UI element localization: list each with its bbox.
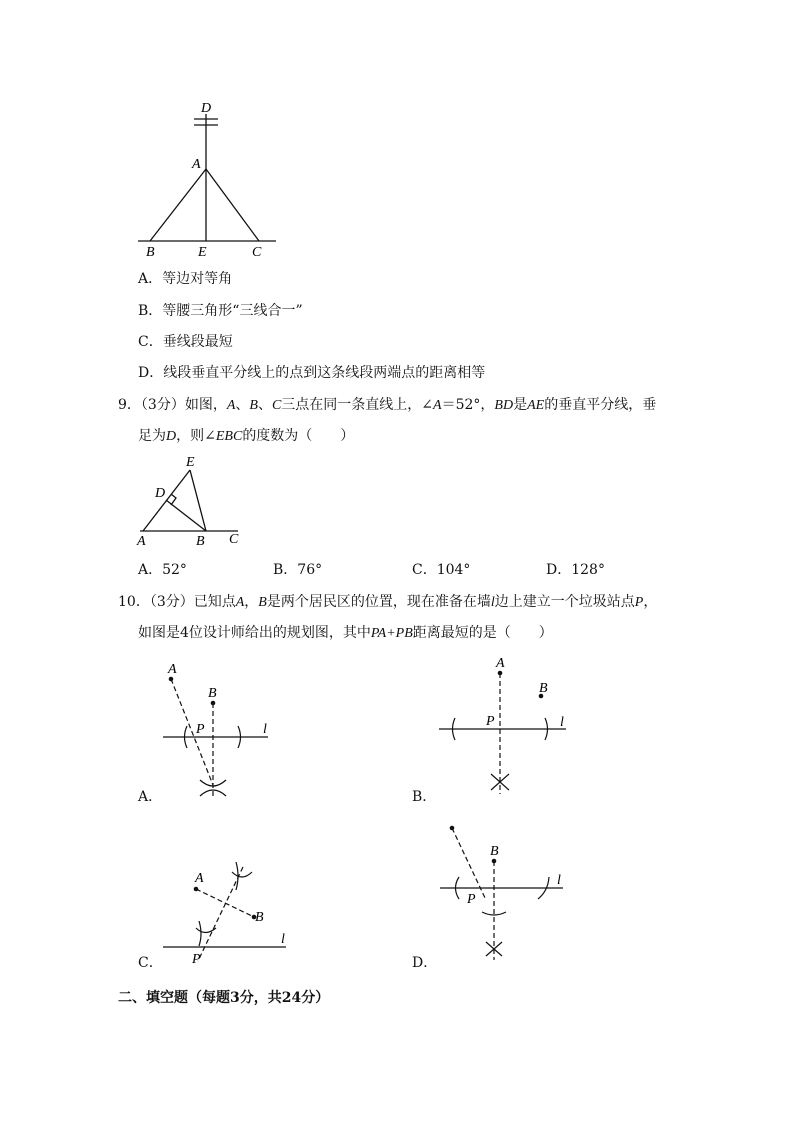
section2-title: 二、填空题（每题3分，共24分） xyxy=(118,990,330,1006)
q10-stem-line2: 如图是4位设计师给出的规划图，其中PA+PB距离最短的是（ ） xyxy=(138,625,553,641)
q10c-label-a: A xyxy=(195,871,204,886)
q10c-label-p: P xyxy=(192,952,201,967)
q8-label-e: E xyxy=(198,245,207,260)
q10-figure-b-label: B． xyxy=(412,789,437,805)
q8-option-b: B．等腰三角形“三线合一” xyxy=(138,303,303,319)
q9-label-c: C xyxy=(229,532,239,547)
q10d-label-p: P xyxy=(467,892,476,907)
q10b-label-a: A xyxy=(496,656,505,671)
q10b-label-p: P xyxy=(486,714,495,729)
q10-figure-c-label: C． xyxy=(138,955,163,971)
q9-stem-line2: 足为D，则∠EBC的度数为（ ） xyxy=(138,428,355,444)
q9-stem-line1: 9．（3分）如图，A、B、C三点在同一条直线上，∠A＝52°，BD是AE的垂直平分线，垂 xyxy=(118,397,657,413)
q10a-label-l: l xyxy=(263,722,267,737)
q8-label-c: C xyxy=(252,245,262,260)
q10a-label-b: B xyxy=(208,686,217,701)
q10-figure-a-label: A． xyxy=(138,789,163,805)
q9-option-a: A．52° xyxy=(138,562,187,578)
q10d-label-l: l xyxy=(557,873,561,888)
q9-option-d: D．128° xyxy=(546,562,605,578)
q10d-label-b: B xyxy=(490,844,499,859)
q10a-label-a: A xyxy=(168,662,177,677)
q8-option-c: C．垂线段最短 xyxy=(138,334,233,350)
q9-label-d: D xyxy=(155,486,166,501)
q9-label-a: A xyxy=(137,534,146,549)
q9-option-c: C．104° xyxy=(412,562,471,578)
q10b-label-l: l xyxy=(560,715,564,730)
q10b-label-b: B xyxy=(539,681,548,696)
q9-label-b: B xyxy=(196,534,205,549)
q9-label-e: E xyxy=(186,455,195,470)
q10a-label-p: P xyxy=(196,722,205,737)
q10-stem-line1: 10．（3分）已知点A，B是两个居民区的位置，现在准备在墙l边上建立一个垃圾站点P， xyxy=(118,594,658,610)
q8-label-d: D xyxy=(201,101,212,116)
q10c-label-b: B xyxy=(255,910,264,925)
q9-option-b: B．76° xyxy=(273,562,323,578)
q8-label-b: B xyxy=(146,245,155,260)
q10-figure-d-label: D． xyxy=(412,955,438,971)
q8-option-d: D．线段垂直平分线上的点到这条线段两端点的距离相等 xyxy=(138,365,486,381)
q8-option-a: A．等边对等角 xyxy=(138,271,233,287)
q10c-label-l: l xyxy=(281,932,285,947)
q8-label-a: A xyxy=(192,157,201,172)
